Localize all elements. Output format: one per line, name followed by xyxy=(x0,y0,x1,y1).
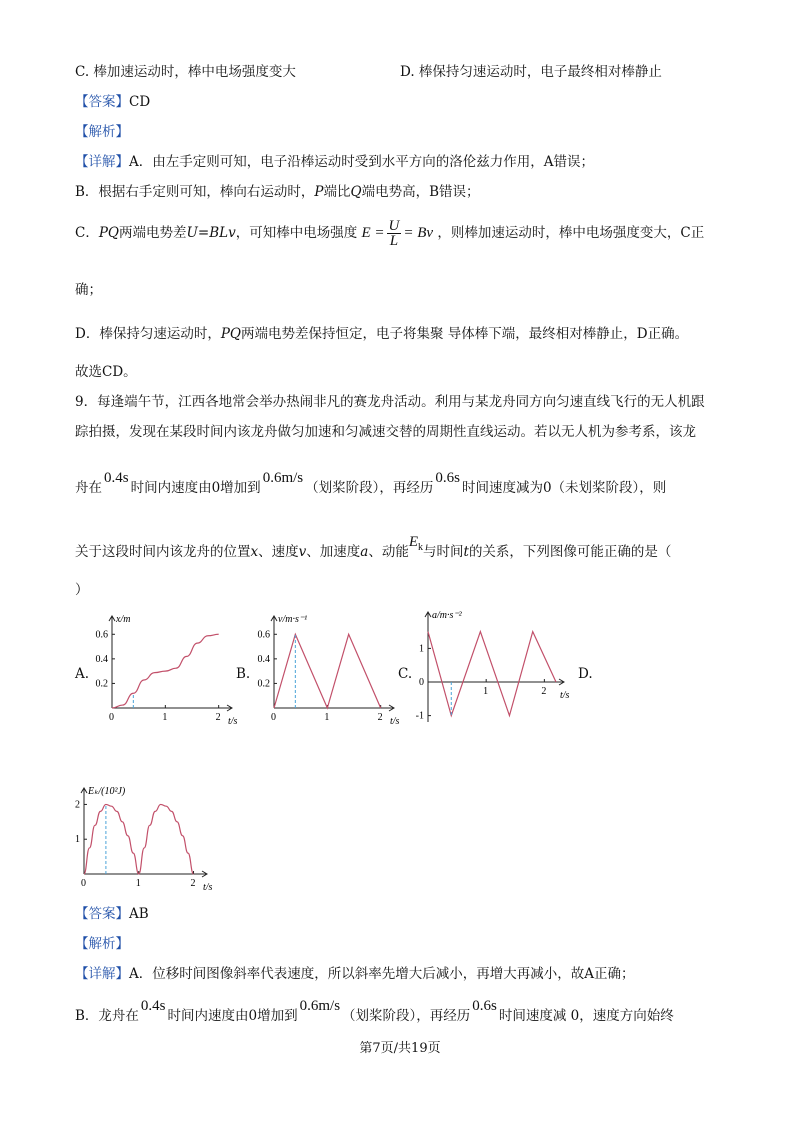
answer-line-q8 xyxy=(75,92,150,112)
detail-d-1: D．棒保持匀速运动时， xyxy=(75,326,221,342)
y-tick-label: -1 xyxy=(415,710,424,722)
detail-c-3: ，可知棒中电场强度 xyxy=(235,225,358,241)
y-tick-label: 0.4 xyxy=(257,653,270,665)
detail-line-b xyxy=(75,182,480,202)
q9-l3-1: 舟在 xyxy=(75,480,102,496)
x-tick-label: 1 xyxy=(162,712,168,723)
q9-time2: 0.6s xyxy=(435,470,460,486)
q9-var-v: v xyxy=(298,544,307,560)
q9-line2: 踪拍摄，发现在某段时间内该龙舟做匀加速和匀减速交替的周期性直线运动。若以无人机为参考系，该龙 xyxy=(75,424,696,440)
e2-2: 时间内速度由0增加到 xyxy=(167,1008,298,1024)
x-axis-label: t/s xyxy=(390,716,400,727)
q9-line5: ） xyxy=(75,582,89,598)
q9-var-t: t xyxy=(463,544,469,560)
formula-e xyxy=(361,218,434,250)
detail-d-2: 两端电势差保持恒定，电子将集聚 导体棒下端，最终相对棒静止，D正确。 xyxy=(240,326,689,342)
detail-text-a: A．由左手定则可知，电子沿棒运动时受到水平方向的洛伦兹力作用，A错误； xyxy=(129,154,594,170)
y-axis-label: a/m·s⁻² xyxy=(432,610,462,621)
y-tick-label: 0.6 xyxy=(95,629,108,641)
analysis-tag-q9: 【解析】 xyxy=(75,936,129,952)
x-tick-label: 2 xyxy=(377,712,383,723)
y-tick-label: 0.2 xyxy=(95,678,108,690)
detail-line-c xyxy=(75,218,704,248)
option-d-q8: D. 棒保持匀速运动时，电子最终相对棒静止 xyxy=(400,64,662,80)
y-tick-label: 1 xyxy=(419,643,424,655)
q9-line3 xyxy=(75,470,667,498)
formula-fraction xyxy=(387,219,402,248)
y-tick-label: 0.4 xyxy=(95,653,108,665)
formula-num: U xyxy=(388,218,400,235)
y-tick-label: 0.6 xyxy=(257,629,270,641)
chart-d-kinetic-energy xyxy=(62,782,222,897)
e2-time2: 0.6s xyxy=(472,998,497,1014)
chart-b-velocity xyxy=(252,612,402,732)
x-tick-label: 2 xyxy=(190,878,196,889)
q9-var-x: x xyxy=(250,544,259,560)
detail-c-1: C． xyxy=(75,225,99,241)
q9-l3-4: 时间速度减为0（未划桨阶段），则 xyxy=(461,480,667,496)
detail-c-u: U=BLv xyxy=(186,225,236,241)
x-tick-label: 1 xyxy=(483,686,489,697)
detail-b-p: P xyxy=(314,184,324,200)
e2-4: 时间速度减 0，速度方向始终 xyxy=(498,1008,674,1024)
series-line xyxy=(274,634,381,708)
formula-den: L xyxy=(389,233,399,250)
y-tick-label: 0 xyxy=(419,677,424,688)
y-tick-label: 2 xyxy=(75,799,80,811)
q9-l3-2: 时间内速度由0增加到 xyxy=(130,480,261,496)
y-axis-label: Eₖ/(10²J) xyxy=(88,786,126,797)
detail-tag: 【详解】 xyxy=(75,154,129,170)
page-footer: 第7页/共19页 xyxy=(359,1041,441,1056)
formula-rhs: = Bv xyxy=(403,225,434,241)
option-d-label: D. xyxy=(578,666,593,682)
detail-line-a xyxy=(75,152,594,172)
q9-l4-4: 、动能 xyxy=(368,544,409,560)
q9-l4-3: 、加速度 xyxy=(306,544,361,560)
q9-var-a: a xyxy=(360,544,369,560)
option-c-q8: C. 棒加速运动时，棒中电场强度变大 xyxy=(75,64,296,80)
detail-line-c2: 确； xyxy=(75,282,102,298)
x-tick-label: 2 xyxy=(541,686,547,697)
answer-line-q9 xyxy=(75,904,149,924)
q9-var-ek xyxy=(408,534,423,553)
x-axis-label: t/s xyxy=(203,882,213,893)
q9-line4 xyxy=(75,534,672,568)
y-tick-label: 0.2 xyxy=(257,678,270,690)
detail-c-4: ，则棒加速运动时，棒中电场强度变大，C正 xyxy=(437,225,705,241)
e2-velocity: 0.6m/s xyxy=(299,998,341,1014)
x-tick-label: 0 xyxy=(109,712,114,723)
x-tick-label: 1 xyxy=(324,712,330,723)
series-line xyxy=(112,634,219,708)
detail-b-q: Q xyxy=(350,184,362,200)
q9-l4-5: 与时间 xyxy=(423,544,464,560)
chart-a-position xyxy=(90,612,240,732)
e2-time1: 0.4s xyxy=(140,998,166,1014)
q9-time1: 0.4s xyxy=(104,470,129,486)
detail-line-q9-b xyxy=(75,998,674,1026)
e2-1: B．龙舟在 xyxy=(75,1008,139,1024)
q9-l3-3: （划桨阶段），再经历 xyxy=(305,480,434,496)
answer-value: CD xyxy=(129,94,151,110)
q9-ek-main: E xyxy=(408,534,418,550)
e2-3: （划桨阶段），再经历 xyxy=(342,1008,471,1024)
q9-l4-6: 的关系，下列图像可能正确的是（ xyxy=(468,544,672,560)
detail-tag-q9: 【详解】 xyxy=(75,966,129,982)
detail-d-pq: PQ xyxy=(220,326,241,342)
y-tick-label: 1 xyxy=(75,834,80,846)
q9-l4-2: 、速度 xyxy=(258,544,299,560)
x-tick-label: 0 xyxy=(81,878,86,889)
formula-lhs: E = xyxy=(361,225,385,241)
detail-c-pq: PQ xyxy=(98,225,119,241)
x-axis-label: t/s xyxy=(560,690,570,701)
x-tick-label: 2 xyxy=(215,712,221,723)
series-line xyxy=(428,632,556,716)
analysis-tag: 【解析】 xyxy=(75,124,129,140)
answer-tag-q9: 【答案】 xyxy=(75,906,129,922)
y-axis-label: v/m·s⁻¹ xyxy=(278,614,308,625)
series-line xyxy=(84,804,194,874)
x-tick-label: 1 xyxy=(135,878,141,889)
answer-tag: 【答案】 xyxy=(75,94,129,110)
y-axis-label: x/m xyxy=(116,614,131,625)
option-c-label: C. xyxy=(398,666,413,682)
detail-b-2: 端比 xyxy=(323,184,351,200)
q9-ek-sub: k xyxy=(418,542,423,553)
conclusion-line: 故选CD。 xyxy=(75,364,137,380)
detail-b-1: B．根据右手定则可知，棒向右运动时， xyxy=(75,184,315,200)
detail-line-d xyxy=(75,324,688,344)
q9-line1: 9．每逢端午节，江西各地常会举办热闹非凡的赛龙舟活动。利用与某龙舟同方向匀速直线飞行的无人机跟 xyxy=(75,394,705,410)
option-b-label: B. xyxy=(236,666,251,682)
option-a-label: A. xyxy=(75,666,90,682)
chart-c-acceleration xyxy=(410,604,575,729)
detail-line-q9-a xyxy=(75,964,635,984)
x-axis-label: t/s xyxy=(228,716,238,727)
q9-l4-1: 关于这段时间内该龙舟的位置 xyxy=(75,544,251,560)
answer-value-q9: AB xyxy=(129,906,149,922)
detail-b-3: 端电势高，B错误； xyxy=(361,184,480,200)
q9-velocity: 0.6m/s xyxy=(262,470,304,486)
x-tick-label: 0 xyxy=(271,712,276,723)
detail-q9-a-text: A．位移时间图像斜率代表速度，所以斜率先增大后减小，再增大再减小，故A正确； xyxy=(129,966,635,982)
detail-c-2: 两端电势差 xyxy=(119,225,187,241)
